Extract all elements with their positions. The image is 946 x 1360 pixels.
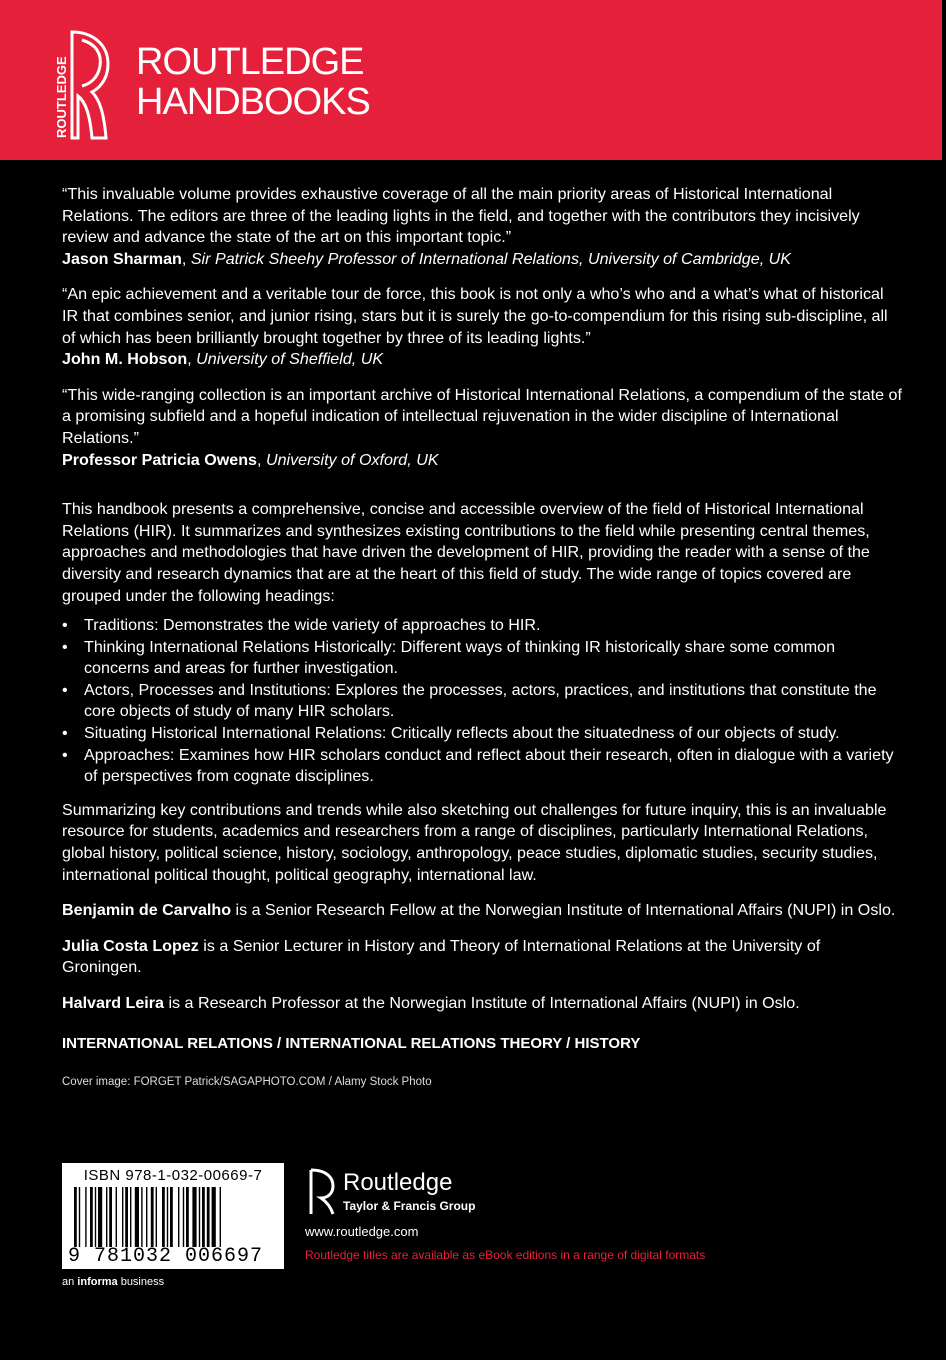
informa-tagline (62, 1276, 164, 1288)
topic-text: Thinking International Relations Historically: Different ways of thinking IR historically share some common concerns and areas for further investigation. (84, 637, 836, 678)
quote-affiliation: University of Oxford, UK (265, 450, 439, 469)
quote-text: “An epic achievement and a veritable tour de force, this book is not only a who’s who and a what’s what of historical IR that combines senior, and junior rising, stars but it is surely the go-to-compendium for this rising sub-discipline, all of which has been brilliantly brought together by three of its leading lights.” (62, 285, 888, 347)
book-summary: Summarizing key contributions and trends while also sketching out challenges for future inquiry, this is an invaluable resource for students, academics and researchers from a range of disciplines, particularly International Relations, global history, political science, history, sociology, anthropology, peace studies, diplomatic studies, security studies, international political thought, political geography, international law. (62, 800, 887, 884)
topic-list (62, 615, 904, 788)
routledge-logo-icon (52, 30, 112, 140)
list-item (62, 615, 904, 637)
endorsement-quote (62, 184, 904, 270)
editor-name: Halvard Leira (62, 994, 164, 1012)
informa-prefix: an (62, 1276, 78, 1288)
cover-image-credit: Cover image: FORGET Patrick/SAGAPHOTO.COM / Alamy Stock Photo (62, 1076, 432, 1089)
bullet-icon: • (62, 637, 68, 656)
quote-attribution: Professor Patricia Owens, University of Oxford, UK (62, 450, 439, 469)
editor-name: Benjamin de Carvalho (62, 901, 232, 920)
editor-bio-text: is a Research Professor at the Norwegian Institute of International Affairs (NUPI) in Oslo. (163, 994, 800, 1012)
quote-author: Jason Sharman (62, 249, 182, 268)
editor-name: Julia Costa Lopez (62, 936, 199, 955)
list-item (62, 680, 904, 723)
series-title-line2: HANDBOOKS (136, 81, 370, 123)
editor-bio (62, 936, 904, 979)
editor-bio (62, 900, 904, 922)
quote-attribution: John M. Hobson, University of Sheffield, UK (62, 350, 384, 369)
ebook-availability-note: Routledge titles are available as eBook editions in a range of digital formats (305, 1248, 706, 1262)
publisher-website: www.routledge.com (305, 1224, 419, 1239)
quote-attribution: Jason Sharman, Sir Patrick Sheehy Professor of International Relations, University of Cambridge, UK (62, 249, 792, 268)
list-item (62, 723, 904, 745)
topic-text: Approaches: Examines how HIR scholars conduct and reflect about their research, often in dialogue with a variety of perspectives from cognate disciplines. (84, 745, 894, 786)
back-cover-text (62, 184, 904, 1094)
informa-brand: informa (77, 1276, 118, 1288)
routledge-publisher-logo-icon (305, 1168, 337, 1216)
topic-text: Situating Historical International Relations: Critically reflects about the situatedness of our objects of study. (84, 724, 840, 743)
bullet-icon: • (62, 724, 68, 743)
informa-suffix: business (117, 1276, 165, 1288)
editor-bio-text: is a Senior Research Fellow at the Norwegian Institute of International Affairs (NUPI) in Oslo. (231, 901, 896, 920)
endorsement-quote (62, 385, 904, 471)
topic-text: Traditions: Demonstrates the wide variety of approaches to HIR. (84, 616, 541, 635)
publisher-name: Routledge (343, 1169, 453, 1196)
barcode-digits: 9 781032 006697 (68, 1245, 264, 1268)
isbn-number: ISBN 978-1-032-00669-7 (83, 1167, 263, 1184)
bullet-icon: • (62, 680, 68, 699)
list-item (62, 745, 904, 788)
series-title-line1: ROUTLEDGE (136, 41, 364, 83)
banner-edge (942, 0, 946, 160)
quote-author: John M. Hobson (62, 350, 188, 369)
quote-affiliation: University of Sheffield, UK (196, 350, 384, 369)
bullet-icon: • (62, 745, 68, 764)
quote-text: “This invaluable volume provides exhaustive coverage of all the main priority areas of Historical International Relations. The editors are three of the leading lights in the field, and together with the contributors they incisively review and advance the state of the art on this important topic.” (62, 185, 860, 247)
bullet-icon: • (62, 616, 68, 635)
quote-text: “This wide-ranging collection is an important archive of Historical International Relations, a compendium of the state of a promising subfield and a hopeful indication of intellectual rejuvenation in the wider discipline of International Relations.” (62, 385, 902, 447)
topic-text: Actors, Processes and Institutions: Explores the processes, actors, practices, and institutions that constitute the core objects of study of many HIR scholars. (84, 680, 877, 721)
book-description: This handbook presents a comprehensive, concise and accessible overview of the field of Historical International Relations (HIR). It summarizes and synthesizes existing contributions to the field while presenting central themes, approaches and methodologies that have driven the development of HIR, providing the reader with a sense of the diversity and research dynamics that are at the heart of this field of study. The wide range of topics covered are grouped under the following headings: (62, 500, 870, 605)
editor-bio (62, 993, 904, 1015)
quote-author: Professor Patricia Owens (62, 450, 257, 469)
series-title (136, 42, 370, 122)
barcode-bars-icon (74, 1187, 274, 1247)
logo-wordmark: ROUTLEDGE (54, 56, 69, 138)
list-item (62, 637, 904, 680)
editor-bio-text: is a Senior Lecturer in History and Theory of International Relations at the University of Groningen. (62, 936, 821, 977)
subject-categories: INTERNATIONAL RELATIONS / INTERNATIONAL RELATIONS THEORY / HISTORY (62, 1034, 641, 1052)
publisher-group: Taylor & Francis Group (343, 1199, 476, 1213)
header-banner (0, 0, 946, 160)
isbn-barcode (62, 1163, 284, 1269)
quote-affiliation: Sir Patrick Sheehy Professor of International Relations, University of Cambridge, UK (190, 249, 792, 268)
endorsement-quote (62, 284, 904, 370)
